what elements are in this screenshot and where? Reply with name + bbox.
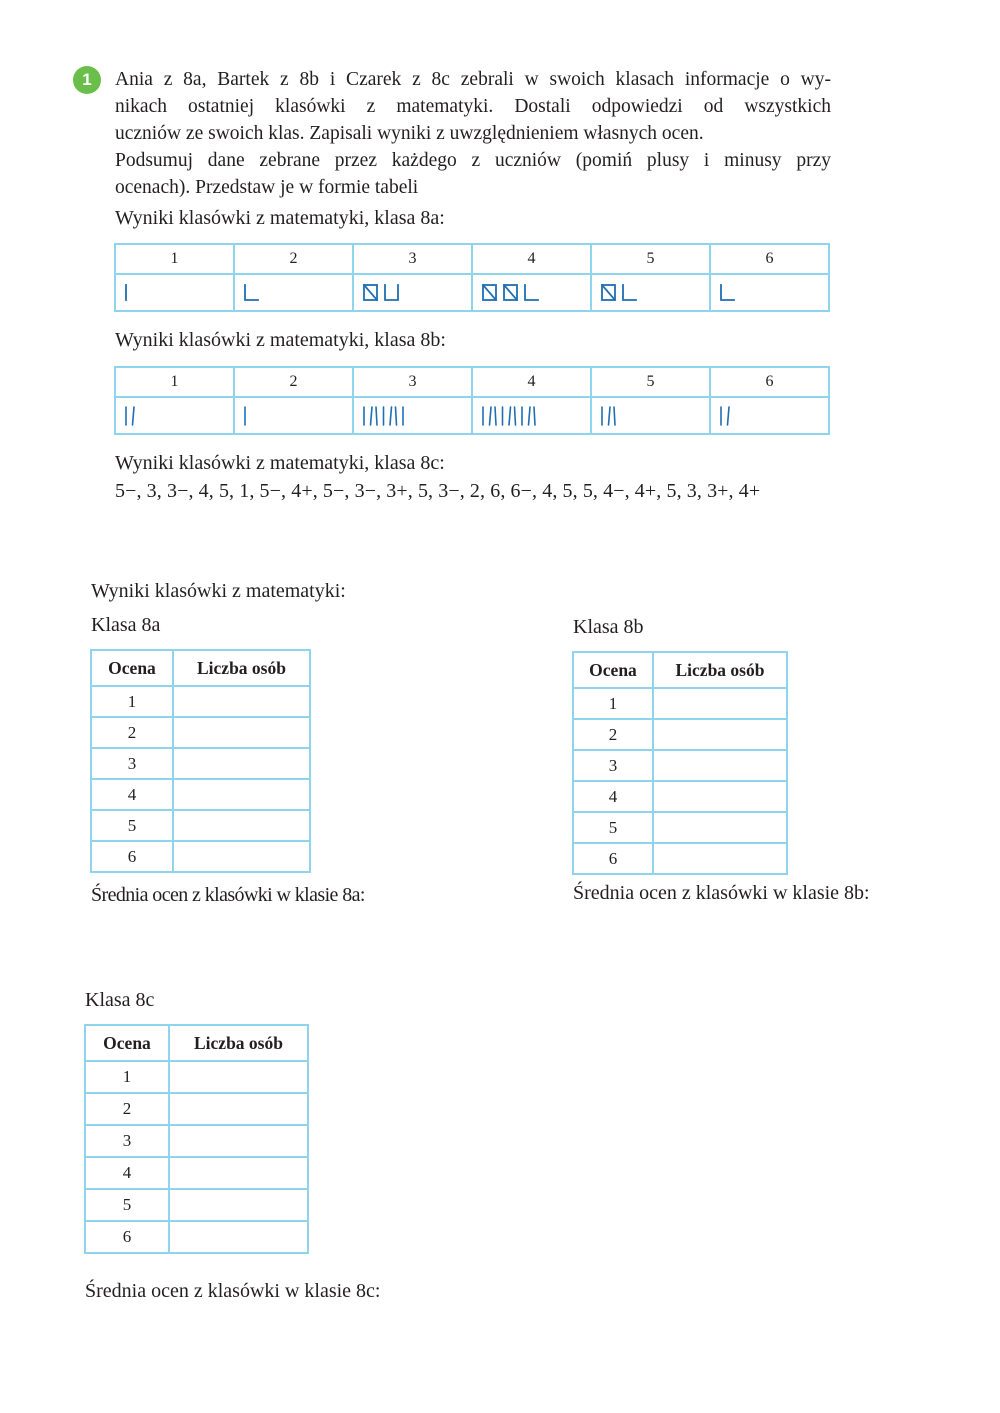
tally-cell <box>591 397 710 434</box>
class-8b-heading: Wyniki klasówki z matematyki, klasa 8b: <box>115 329 446 351</box>
tally-marks <box>362 405 462 427</box>
tally-cell <box>710 274 829 311</box>
tally-marks <box>481 405 581 427</box>
grade-header: 1 <box>115 367 234 397</box>
count-input-cell[interactable] <box>653 719 787 750</box>
tally-cell <box>710 397 829 434</box>
grade-cell: 3 <box>85 1125 169 1157</box>
grade-header: 3 <box>353 244 472 274</box>
grade-cell: 2 <box>91 717 173 748</box>
tally-marks <box>481 282 581 304</box>
grade-header: 6 <box>710 244 829 274</box>
tally-marks <box>243 405 343 427</box>
grade-header: 3 <box>353 367 472 397</box>
count-input-cell[interactable] <box>169 1189 308 1221</box>
col-header-count: Liczba osób <box>173 650 310 686</box>
count-input-cell[interactable] <box>173 779 310 810</box>
count-input-cell[interactable] <box>653 781 787 812</box>
count-input-cell[interactable] <box>173 841 310 872</box>
answers-heading: Wyniki klasówki z matematyki: <box>91 580 346 602</box>
average-8a-label: Średnia ocen z klasówki w klasie 8a: <box>91 884 365 906</box>
grade-header: 6 <box>710 367 829 397</box>
task-description <box>115 66 831 201</box>
grade-cell: 2 <box>573 719 653 750</box>
grade-cell: 2 <box>85 1093 169 1125</box>
task-line: Ania z 8a, Bartek z 8b i Czarek z 8c zebrali w swoich klasach informacje o wy- <box>115 69 831 90</box>
tally-marks <box>243 282 343 304</box>
grade-cell: 3 <box>573 750 653 781</box>
grade-cell: 1 <box>573 688 653 719</box>
tally-marks <box>124 405 224 427</box>
task-line: ocenach). Przedstaw je w formie tabeli <box>115 177 419 198</box>
table-8b <box>572 651 788 875</box>
grade-cell: 5 <box>91 810 173 841</box>
count-input-cell[interactable] <box>653 843 787 874</box>
table-8c-title: Klasa 8c <box>85 989 155 1011</box>
count-input-cell[interactable] <box>169 1125 308 1157</box>
grade-header: 4 <box>472 367 591 397</box>
count-input-cell[interactable] <box>653 812 787 843</box>
tally-cell <box>115 274 234 311</box>
col-header-grade: Ocena <box>91 650 173 686</box>
count-input-cell[interactable] <box>173 686 310 717</box>
table-8a-title: Klasa 8a <box>91 614 161 636</box>
count-input-cell[interactable] <box>653 750 787 781</box>
count-input-cell[interactable] <box>169 1221 308 1253</box>
count-input-cell[interactable] <box>653 688 787 719</box>
grade-cell: 5 <box>85 1189 169 1221</box>
grade-cell: 1 <box>91 686 173 717</box>
count-input-cell[interactable] <box>169 1061 308 1093</box>
grade-cell: 4 <box>573 781 653 812</box>
tally-marks <box>124 282 224 304</box>
col-header-grade: Ocena <box>85 1025 169 1061</box>
tally-cell <box>234 397 353 434</box>
grade-cell: 6 <box>85 1221 169 1253</box>
tally-marks <box>600 282 700 304</box>
task-number-badge: 1 <box>73 66 101 94</box>
tally-marks <box>719 282 819 304</box>
grade-cell: 6 <box>573 843 653 874</box>
average-8b-label: Średnia ocen z klasówki w klasie 8b: <box>573 882 870 904</box>
col-header-grade: Ocena <box>573 652 653 688</box>
class-8c-results: 5−, 3, 3−, 4, 5, 1, 5−, 4+, 5−, 3−, 3+, 5, 3−, 2, 6, 6−, 4, 5, 5, 4−, 4+, 5, 3, 3+, 4+ <box>115 480 761 502</box>
table-8b-title: Klasa 8b <box>573 616 644 638</box>
grade-cell: 1 <box>85 1061 169 1093</box>
class-8c-heading: Wyniki klasówki z matematyki, klasa 8c: <box>115 452 445 474</box>
table-8c <box>84 1024 309 1254</box>
task-line: Podsumuj dane zebrane przez każdego z uczniów (pomiń plusy i minusy przy <box>115 150 831 171</box>
count-input-cell[interactable] <box>169 1093 308 1125</box>
grade-header: 1 <box>115 244 234 274</box>
grade-cell: 5 <box>573 812 653 843</box>
class-8a-heading: Wyniki klasówki z matematyki, klasa 8a: <box>115 207 445 229</box>
tally-cell <box>472 397 591 434</box>
grade-header: 5 <box>591 244 710 274</box>
tally-cell <box>353 274 472 311</box>
tally-cell <box>115 397 234 434</box>
grade-cell: 6 <box>91 841 173 872</box>
col-header-count: Liczba osób <box>653 652 787 688</box>
count-input-cell[interactable] <box>169 1157 308 1189</box>
tally-marks <box>719 405 819 427</box>
count-input-cell[interactable] <box>173 810 310 841</box>
tally-cell <box>472 274 591 311</box>
class-8a-tally-table <box>114 243 830 312</box>
grade-cell: 4 <box>85 1157 169 1189</box>
tally-cell <box>591 274 710 311</box>
tally-marks <box>600 405 700 427</box>
table-8a <box>90 649 311 873</box>
average-8c-label: Średnia ocen z klasówki w klasie 8c: <box>85 1280 381 1302</box>
tally-cell <box>234 274 353 311</box>
task-line: uczniów ze swoich klas. Zapisali wyniki z uwzględnieniem własnych ocen. <box>115 123 704 144</box>
grade-header: 4 <box>472 244 591 274</box>
count-input-cell[interactable] <box>173 717 310 748</box>
grade-cell: 3 <box>91 748 173 779</box>
count-input-cell[interactable] <box>173 748 310 779</box>
class-8b-tally-table <box>114 366 830 435</box>
task-line: nikach ostatniej klasówki z matematyki. Dostali odpowiedzi od wszystkich <box>115 96 831 117</box>
grade-header: 2 <box>234 244 353 274</box>
grade-cell: 4 <box>91 779 173 810</box>
grade-header: 2 <box>234 367 353 397</box>
tally-cell <box>353 397 472 434</box>
col-header-count: Liczba osób <box>169 1025 308 1061</box>
tally-marks <box>362 282 462 304</box>
grade-header: 5 <box>591 367 710 397</box>
